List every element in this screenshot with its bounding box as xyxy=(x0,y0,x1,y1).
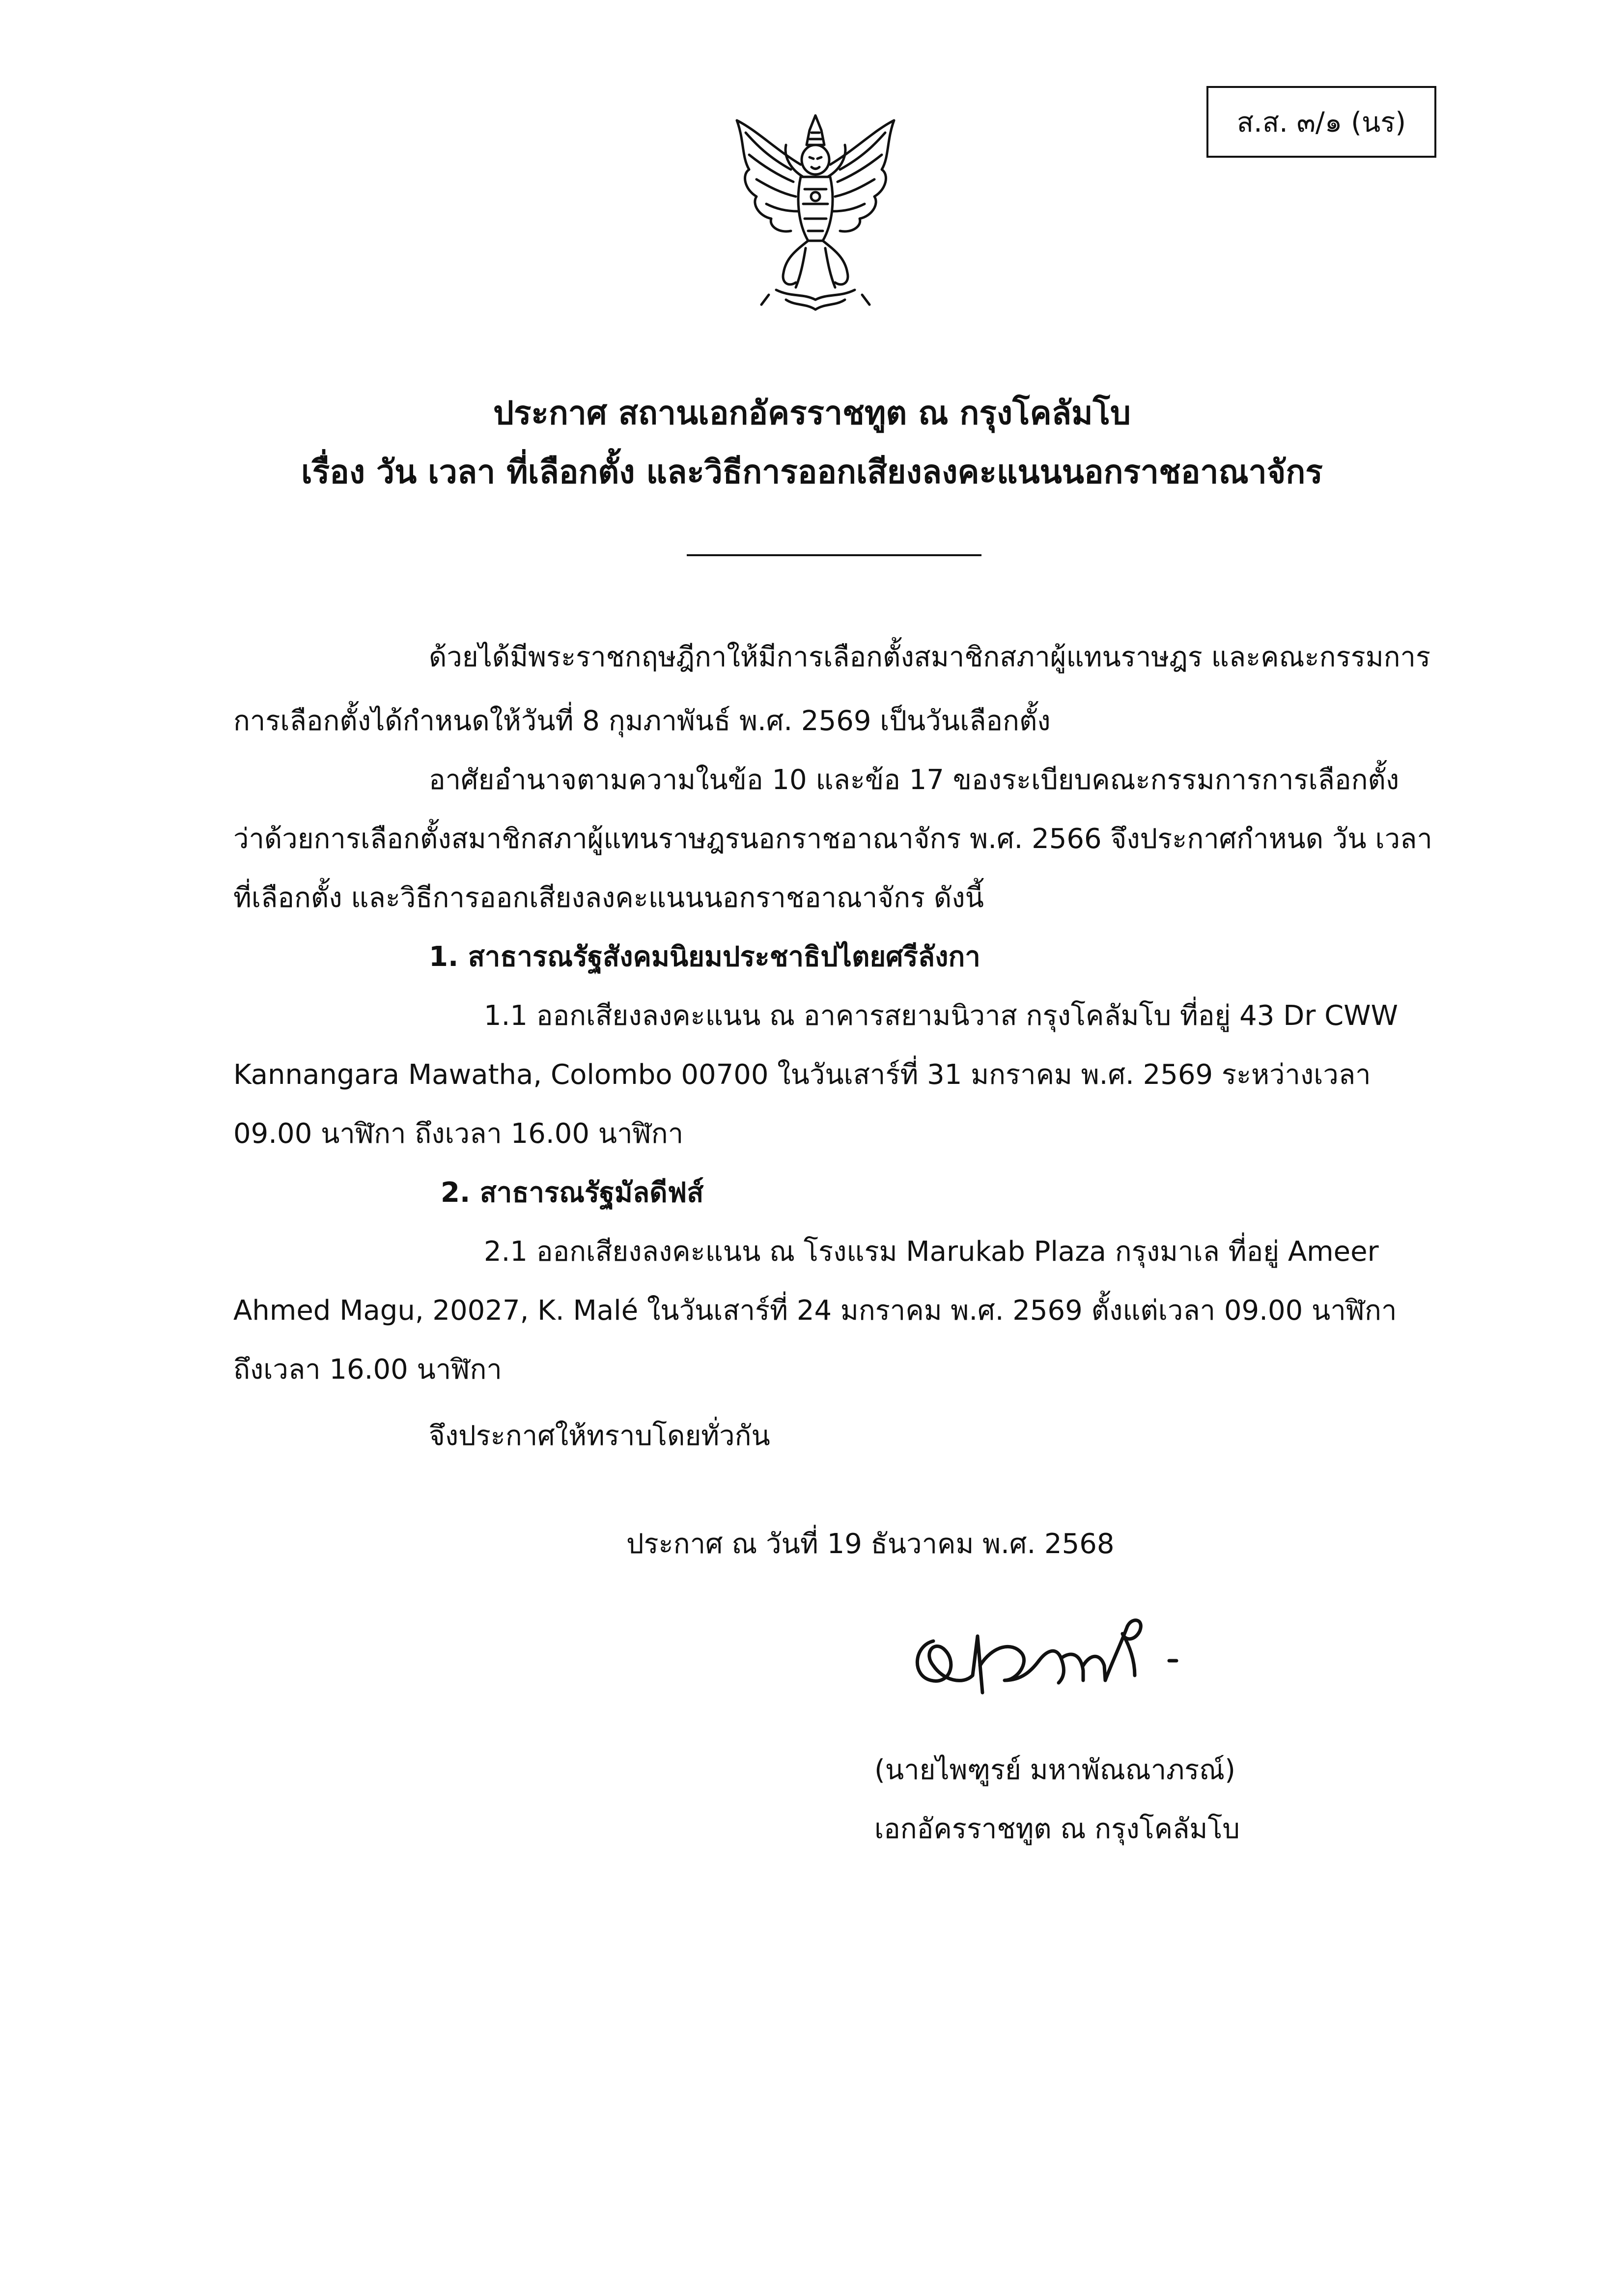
garuda-emblem-icon xyxy=(722,111,909,314)
section-1-heading: 1. สาธารณรัฐสังคมนิยมประชาธิปไตยศรีลังกา xyxy=(429,941,980,973)
announcement-date: ประกาศ ณ วันที่ 19 ธันวาคม พ.ศ. 2568 xyxy=(626,1528,1115,1560)
section-1-item-line2: Kannangara Mawatha, Colombo 00700 ในวันเสาร์ที่ 31 มกราคม พ.ศ. 2569 ระหว่างเวลา xyxy=(233,1059,1371,1091)
section-1-item-line1: 1.1 ออกเสียงลงคะแนน ณ อาคารสยามนิวาส กรุงโคลัมโบ ที่อยู่ 43 Dr CWW xyxy=(484,1000,1399,1032)
preamble-p2-line1: อาศัยอำนาจตามความในข้อ 10 และข้อ 17 ของระเบียบคณะกรรมการการเลือกตั้ง xyxy=(429,764,1400,796)
preamble-p1-line2: การเลือกตั้งได้กำหนดให้วันที่ 8 กุมภาพันธ์ พ.ศ. 2569 เป็นวันเลือกตั้ง xyxy=(233,705,1051,737)
signatory-name: (นายไพฑูรย์ มหาพัณณาภรณ์) xyxy=(874,1754,1235,1786)
preamble-p2-line2: ว่าด้วยการเลือกตั้งสมาชิกสภาผู้แทนราษฎรนอกราชอาณาจักร พ.ศ. 2566 จึงประกาศกำหนด วัน เวลา xyxy=(233,823,1432,855)
section-2-item-line2: Ahmed Magu, 20027, K. Malé ในวันเสาร์ที่ 24 มกราคม พ.ศ. 2569 ตั้งแต่เวลา 09.00 นาฬิกา xyxy=(233,1295,1397,1327)
title-line-2: เรื่อง วัน เวลา ที่เลือกตั้ง และวิธีการออกเสียงลงคะแนนนอกราชอาณาจักร xyxy=(301,453,1323,491)
signatory-position: เอกอัครราชทูต ณ กรุงโคลัมโบ xyxy=(874,1813,1240,1845)
closing-statement: จึงประกาศให้ทราบโดยทั่วกัน xyxy=(429,1420,770,1452)
title-divider xyxy=(687,554,981,556)
preamble-p2-line3: ที่เลือกตั้ง และวิธีการออกเสียงลงคะแนนนอกราชอาณาจักร ดังนี้ xyxy=(233,882,984,914)
section-2-item-line1: 2.1 ออกเสียงลงคะแนน ณ โรงแรม Marukab Plaza กรุงมาเล ที่อยู่ Ameer xyxy=(484,1236,1379,1268)
form-code: ส.ส. ๓/๑ (นร) xyxy=(1236,106,1406,139)
preamble-p1-line1: ด้วยได้มีพระราชกฤษฎีกาให้มีการเลือกตั้งสมาชิกสภาผู้แทนราษฎร และคณะกรรมการ xyxy=(429,641,1431,673)
form-code-box xyxy=(1206,86,1436,158)
section-1-item-line3: 09.00 นาฬิกา ถึงเวลา 16.00 นาฬิกา xyxy=(233,1118,684,1150)
section-2-heading: 2. สาธารณรัฐมัลดีฟส์ xyxy=(441,1177,704,1209)
signature-mark xyxy=(904,1607,1238,1715)
title-line-1: ประกาศ สถานเอกอัครราชทูต ณ กรุงโคลัมโบ xyxy=(493,394,1131,432)
section-2-item-line3: ถึงเวลา 16.00 นาฬิกา xyxy=(233,1354,502,1386)
